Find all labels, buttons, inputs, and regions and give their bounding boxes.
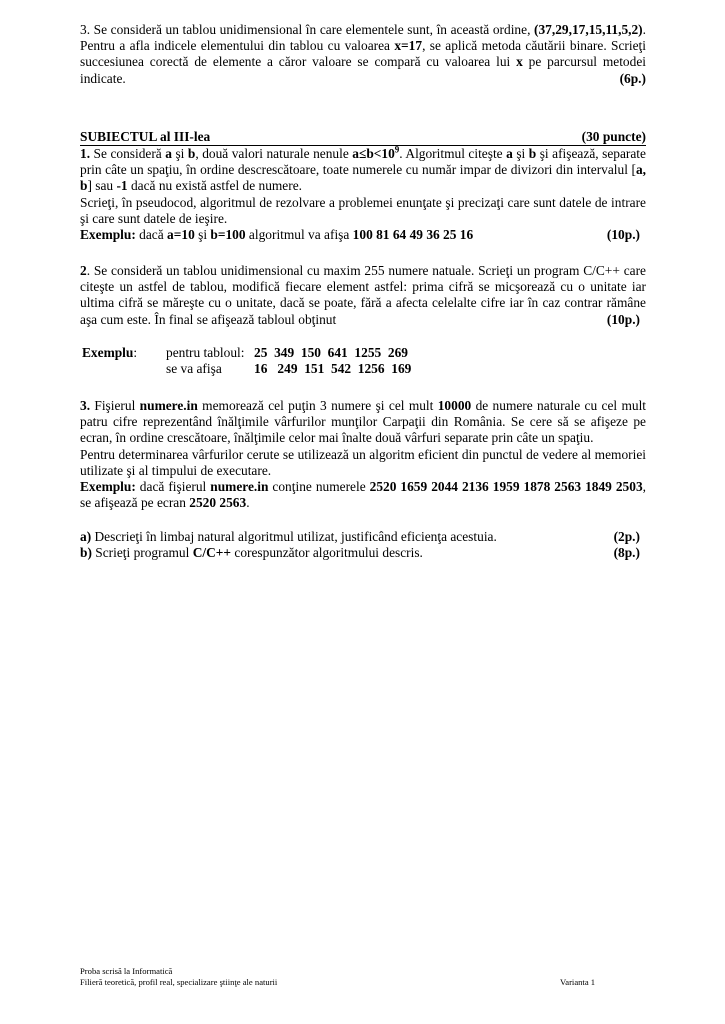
example-label: Exemplu: bbox=[82, 345, 138, 360]
question-1: 1. Se consideră a şi b, două valori naturale nenule $a\le b<10^9$. Algoritmul citeşte a şi b şi afişează, separate prin câte un spaţiu, în ordine descrescătoare, toate numerele cu număr impar de divizori din intervalul [a, b] sau -1 dacă nu există astfel de numere. Scrieţi, în pseudocod, algoritmul de rezolvare a problemei enunţate şi precizaţi care sunt datele de intrare şi care sunt datele de ieşire. Exemplu: dacă a=10 şi b=100 algoritmul va afişa 100 81 64 49 36 25 16 (10p.) bbox=[80, 144, 646, 243]
item-3-binary-search: 3. Se consideră un tablou unidimensional în care elementele sunt, în această ordine, (37,29,17,15,11,5,2). Pentru a afla indicele elementului din tablou cu valoarea x=17, se aplică metoda căutării binare. Scrieţi succesiunea corectă de elemente a căror valoare se compară cu valoarea lui x pe parcursul metodei indicate. (6p.) bbox=[80, 22, 646, 86]
example-output-values: 16 249 151 542 1256 169 bbox=[254, 361, 412, 377]
question-3-subtasks bbox=[80, 529, 640, 561]
subject-header bbox=[80, 129, 646, 146]
question-3: 3. Fişierul numere.in memorează cel puţin 3 numere şi cel mult 10000 de numere naturale cu cel mult patru cifre reprezentând înălţimile vârfurilor munţilor Carpaţii din România. Se cere să se afişeze pe ecran, în ordine crescătoare, înălţimile celor mai înalte două vârfuri separate prin câte un spaţiu. Pentru determinarea vârfurilor cerute se utilizează un algoritm eficient din punctul de vedere al memoriei utilizate şi al timpului de executare. Exemplu: dacă fişierul numere.in conţine numerele 2520 1659 2044 2136 1959 1878 2563 1849 2503, se afişează pe ecran 2520 2563. bbox=[80, 398, 647, 511]
subject-points: (30 puncte) bbox=[581, 129, 646, 144]
question-1-task: Scrieţi, în pseudocod, algoritmul de rezolvare a problemei enunţate şi precizaţi care sunt datele de intrare şi care sunt datele de ieşire. bbox=[80, 194, 646, 226]
footer bbox=[80, 966, 646, 988]
subtask-a: a) Descrieţi în limbaj natural algoritmul utilizat, justificând eficienţa acestuia. (2p.) bbox=[80, 529, 640, 544]
subtask-b: b) Scrieţi programul C/C++ corespunzător algoritmului descris. (8p.) bbox=[80, 545, 640, 561]
question-2-example bbox=[82, 345, 411, 377]
example-input-values: 25 349 150 641 1255 269 bbox=[254, 345, 408, 360]
example-input-label: pentru tabloul: bbox=[166, 345, 245, 360]
subject-title: SUBIECTUL al III-lea bbox=[80, 129, 211, 144]
footer-line-1: Proba scrisă la Informatică bbox=[80, 966, 173, 976]
question-1-points: (10p.) bbox=[606, 227, 640, 243]
example-output-label: se va afişa bbox=[166, 361, 222, 377]
footer-line-2: Filieră teoretică, profil real, specializare ştiinţe ale naturii Varianta 1 bbox=[80, 977, 596, 987]
item-3-points: (6p.) bbox=[619, 70, 646, 86]
question-2-points: (10p.) bbox=[606, 311, 640, 327]
footer-variant: Varianta 1 bbox=[560, 977, 596, 987]
question-3-example: Exemplu: dacă fişierul numere.in conţine numerele 2520 1659 2044 2136 1959 1878 2563 1849 2503, se afişează pe ecran 2520 2563. bbox=[80, 479, 646, 511]
question-1-example: Exemplu: dacă a=10 şi b=100 algoritmul va afişa 100 81 64 49 36 25 16 bbox=[80, 227, 474, 243]
question-2: 2. Se consideră un tablou unidimensional cu maxim 255 numere natuale. Scrieţi un program C/C++ care citeşte un astfel de tablou, modifică fiecare element astfel: prima cifră se micşorează cu o unitate iar ultima cifră se măreşte cu o unitate, dacă se poate, fără a afecta celelalte cifre iar în caz contrar rămâne aşa cum este. În final se afişează tabloul obţinut (10p.) bbox=[80, 263, 646, 327]
